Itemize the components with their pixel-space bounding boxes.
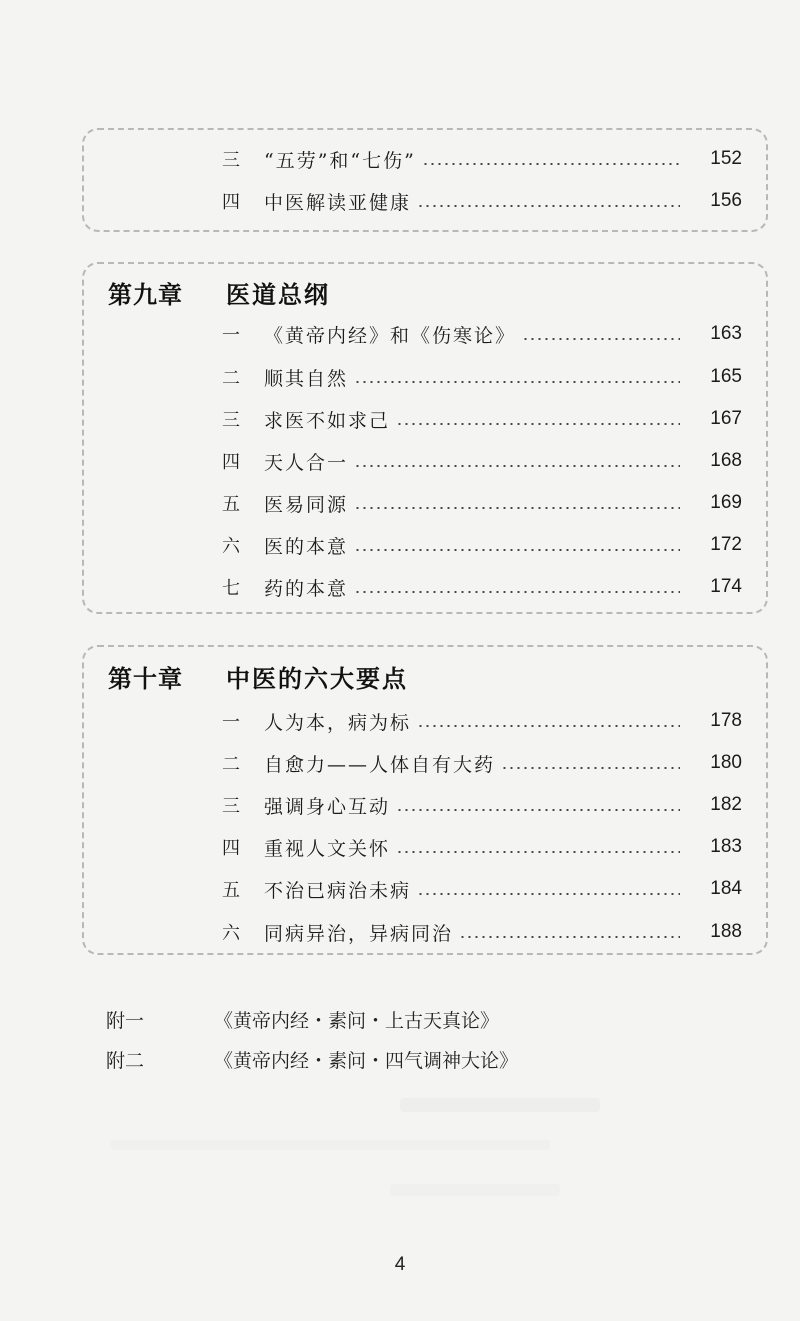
entry-number: 三 (222, 150, 240, 171)
chapter-label: 第十章 (108, 663, 183, 693)
entry-number: 二 (222, 368, 240, 389)
toc-entry[interactable] (222, 487, 742, 519)
chapter-label: 第九章 (108, 279, 183, 309)
toc-entry[interactable] (222, 185, 742, 217)
appendix-entry[interactable] (106, 1043, 518, 1075)
toc-entry[interactable] (222, 705, 742, 737)
entry-number: 二 (222, 754, 240, 775)
dot-leader (459, 936, 680, 938)
dot-leader (354, 381, 680, 383)
entry-number: 三 (222, 796, 240, 817)
entry-title: 自愈力——人体自有大药 (264, 753, 496, 776)
entry-title: 同病异治，异病同治 (264, 922, 454, 945)
entry-title: 不治已病治未病 (264, 879, 412, 902)
chapter-title: 中医的六大要点 (226, 663, 408, 693)
dot-leader (522, 338, 680, 340)
toc-entry[interactable] (222, 143, 742, 175)
chapter-heading-10[interactable] (108, 656, 408, 696)
entry-page-number: 152 (710, 148, 742, 169)
entry-number: 七 (222, 578, 240, 599)
dot-leader (396, 423, 680, 425)
toc-entry[interactable] (222, 571, 742, 603)
dot-leader (417, 725, 680, 727)
dot-leader (354, 591, 680, 593)
toc-entry[interactable] (222, 873, 742, 905)
dot-leader (422, 163, 680, 165)
entry-title: 天人合一 (264, 451, 349, 474)
dot-leader (354, 465, 680, 467)
entry-page-number: 163 (710, 323, 742, 344)
section-frame-chapter-9 (82, 262, 768, 614)
toc-entry[interactable] (222, 747, 742, 779)
entry-page-number: 184 (710, 878, 742, 899)
entry-number: 一 (222, 325, 240, 346)
entry-title: 中医解读亚健康 (264, 191, 412, 214)
entry-page-number: 169 (710, 492, 742, 513)
bleed-through-smudge (400, 1098, 600, 1112)
dot-leader (396, 809, 680, 811)
entry-number: 六 (222, 536, 240, 557)
appendix-label: 附一 (106, 1009, 145, 1032)
entry-page-number: 167 (710, 408, 742, 429)
bleed-through-smudge (390, 1184, 560, 1196)
dot-leader (354, 507, 680, 509)
entry-number: 四 (222, 452, 240, 473)
toc-entry[interactable] (222, 916, 742, 948)
entry-page-number: 172 (710, 534, 742, 555)
dot-leader (417, 205, 680, 207)
entry-title: 人为本，病为标 (264, 711, 412, 734)
dot-leader (501, 767, 680, 769)
entry-title: 强调身心互动 (264, 795, 391, 818)
entry-page-number: 182 (710, 794, 742, 815)
dot-leader (354, 549, 680, 551)
entry-page-number: 156 (710, 190, 742, 211)
entry-page-number: 180 (710, 752, 742, 773)
toc-entry[interactable] (222, 445, 742, 477)
entry-page-number: 168 (710, 450, 742, 471)
chapter-title: 医道总纲 (226, 279, 330, 309)
entry-number: 五 (222, 880, 240, 901)
appendix-entry[interactable] (106, 1003, 499, 1035)
entry-title: 医易同源 (264, 493, 349, 516)
entry-title: “五劳”和“七伤” (264, 149, 416, 172)
entry-title: 顺其自然 (264, 367, 349, 390)
entry-number: 四 (222, 192, 240, 213)
entry-title: 重视人文关怀 (264, 837, 391, 860)
entry-number: 六 (222, 923, 240, 944)
entry-page-number: 183 (710, 836, 742, 857)
toc-entry[interactable] (222, 361, 742, 393)
toc-entry[interactable] (222, 318, 742, 350)
entry-number: 四 (222, 838, 240, 859)
entry-title: 医的本意 (264, 535, 349, 558)
toc-entry[interactable] (222, 529, 742, 561)
entry-title: 药的本意 (264, 577, 349, 600)
entry-page-number: 178 (710, 710, 742, 731)
entry-page-number: 188 (710, 921, 742, 942)
page-number: 4 (394, 1254, 406, 1275)
entry-number: 五 (222, 494, 240, 515)
entry-page-number: 165 (710, 366, 742, 387)
toc-entry[interactable] (222, 403, 742, 435)
toc-entry[interactable] (222, 831, 742, 863)
entry-number: 三 (222, 410, 240, 431)
appendix-title: 《黄帝内经・素问・四气调神大论》 (214, 1049, 519, 1072)
entry-title: 求医不如求己 (264, 409, 391, 432)
dot-leader (417, 893, 680, 895)
appendix-label: 附二 (106, 1049, 145, 1072)
entry-title: 《黄帝内经》和《伤寒论》 (264, 324, 517, 347)
dot-leader (396, 851, 680, 853)
entry-number: 一 (222, 712, 240, 733)
bleed-through-smudge (110, 1140, 550, 1150)
toc-entry[interactable] (222, 789, 742, 821)
appendix-title: 《黄帝内经・素问・上古天真论》 (214, 1009, 500, 1032)
chapter-heading-9[interactable] (108, 272, 330, 312)
entry-page-number: 174 (710, 576, 742, 597)
